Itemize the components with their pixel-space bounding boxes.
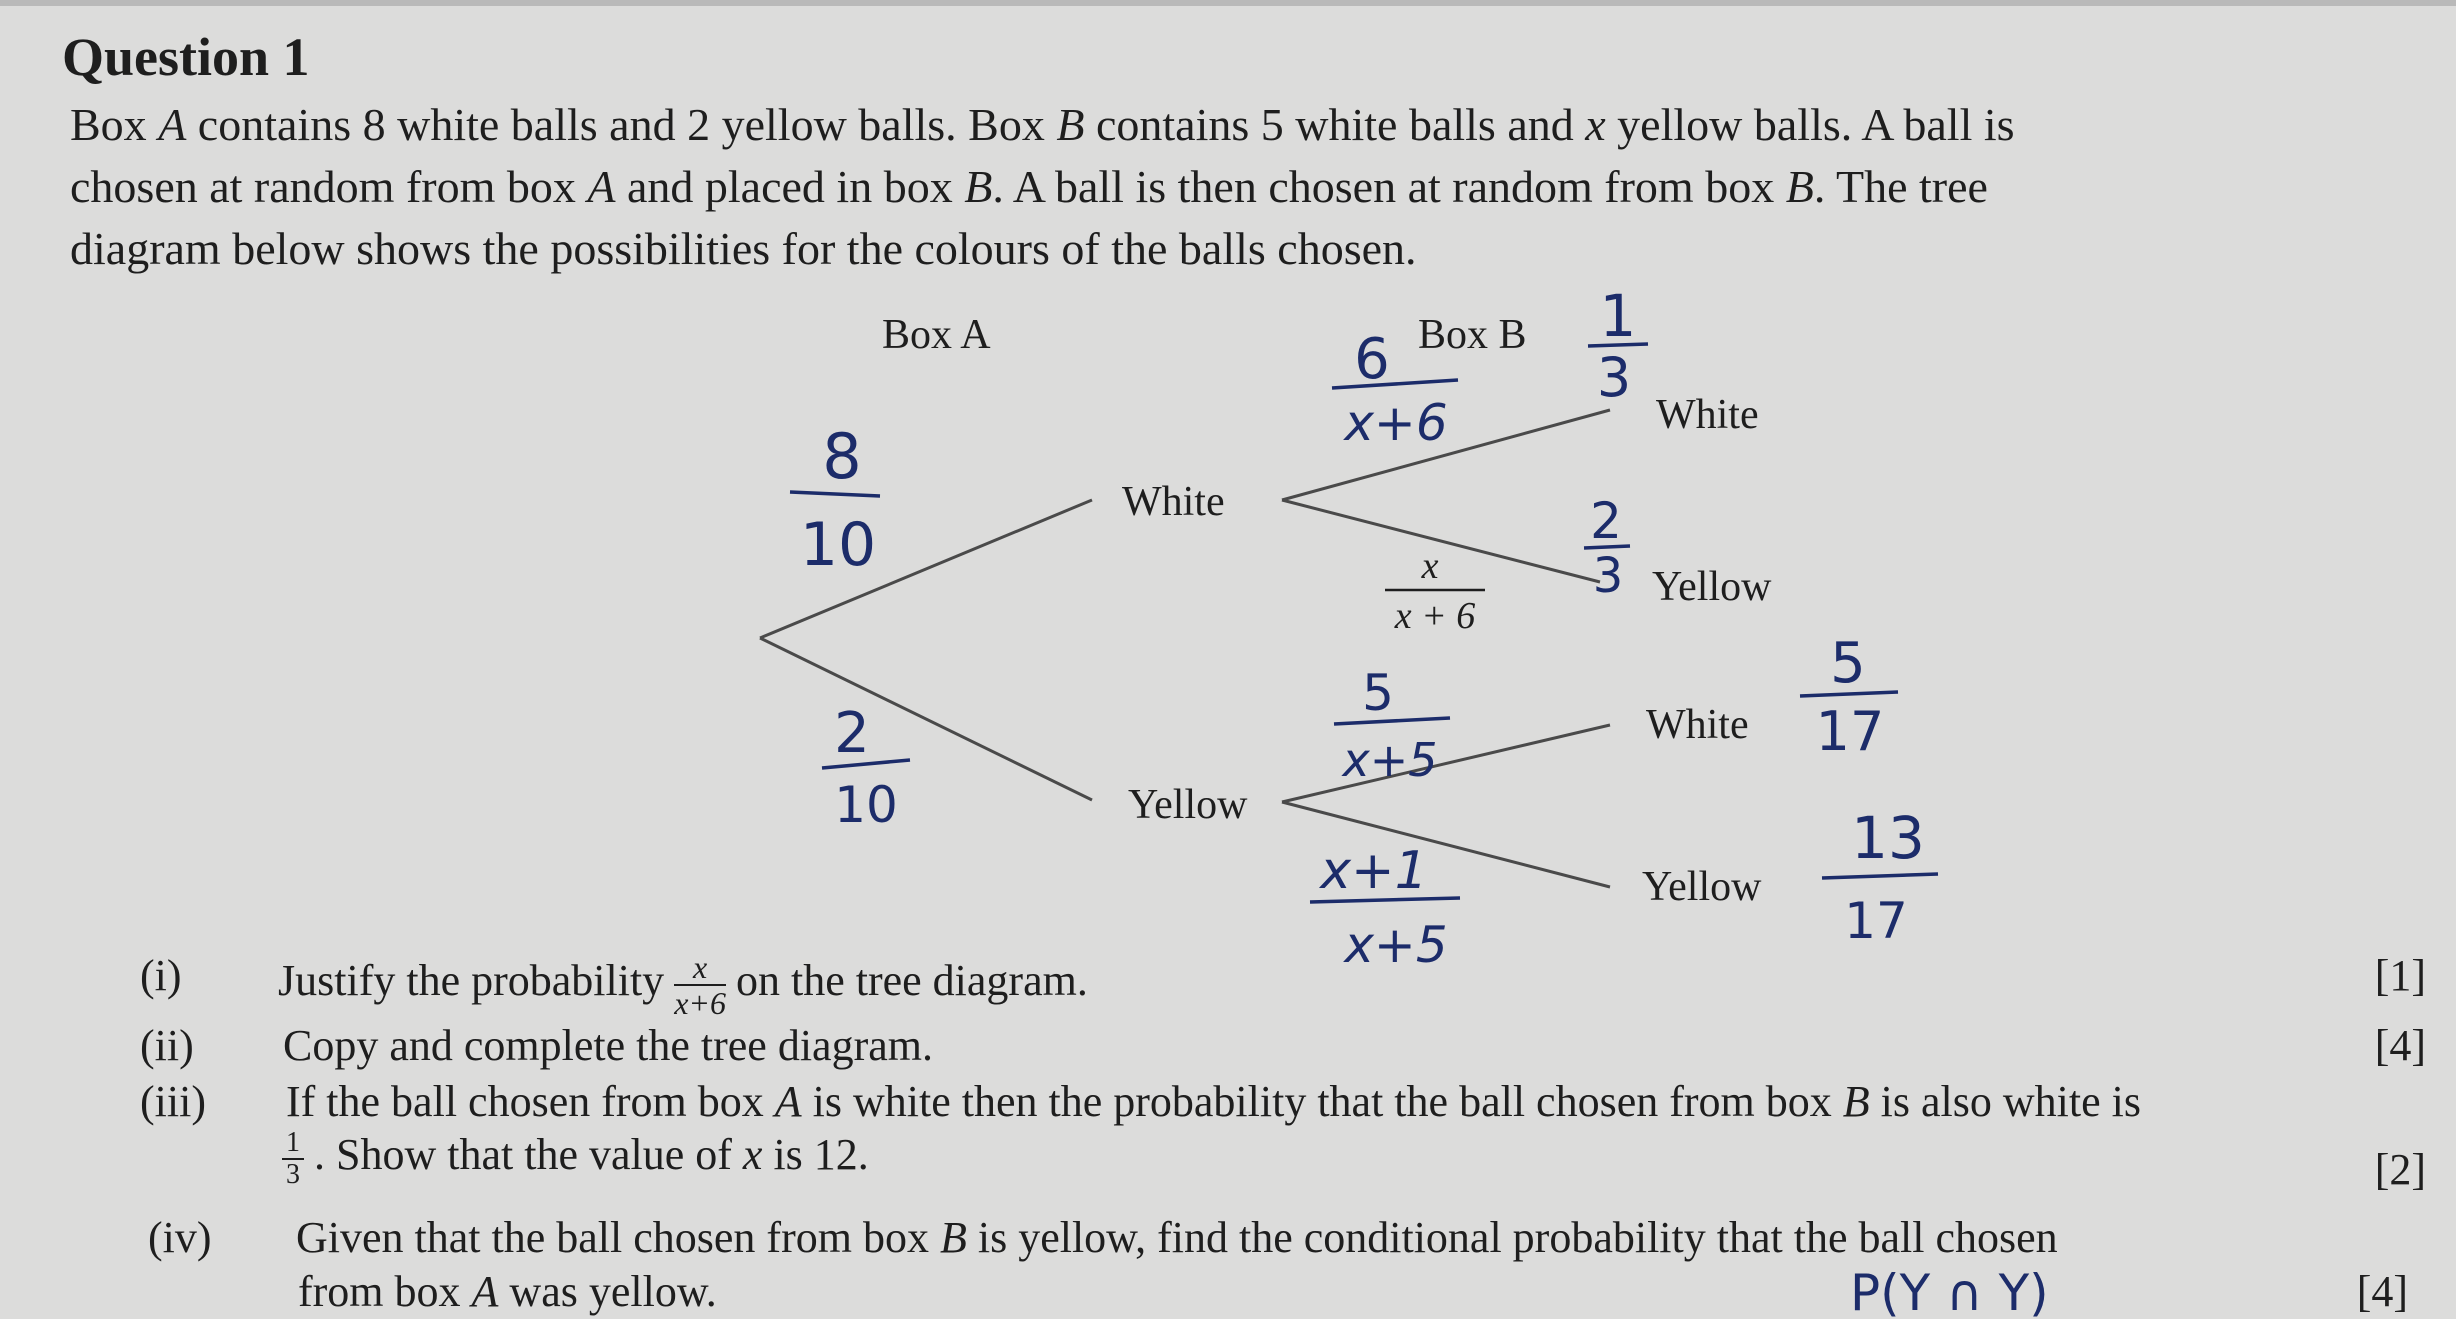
hw-bottom-note: P(Y ∩ Y) [1850,1264,2049,1319]
part-i-fraction: $\frac{x}{x+6}$ [674,949,726,1021]
part-i-number: (i) [140,951,182,1000]
hw-a-yellow-den: 10 [834,776,898,834]
part-iii-text-line1: If the ball chosen from box A is white then the probability that the ball chosen from box B is also white is [286,1077,2141,1126]
printed-prob-denominator: x + 6 [1394,595,1476,637]
question-title: Question 1 [62,27,310,87]
part-ii-number: (ii) [140,1021,194,1070]
node-by-white-label: White [1646,702,1749,748]
part-iv-number: (iv) [148,1213,212,1262]
part-iii-fraction: $\frac{1}{3}$ [282,1128,304,1190]
hw-by-yellow-val-bar [1822,874,1938,878]
hw-bw-white-val-num: 1 [1599,282,1637,350]
stem-line-2: chosen at random from box A and placed in box B. A ball is then chosen at random from box B. The tree [70,161,1988,212]
part-iii-marks: [2] [2374,1145,2426,1194]
hw-a-yellow-num: 2 [834,701,870,766]
hw-by-white-val-den: 17 [1815,700,1885,763]
part-i-text: Justify the probability $\frac{x}{x+6}$ on the tree diagram. [278,949,1088,1021]
hw-by-white-num: 5 [1362,664,1394,722]
hw-by-yellow-val-den: 17 [1844,892,1908,950]
part-iv-text-line2: from box A was yellow. [298,1267,717,1316]
stem-line-1: Box A contains 8 white balls and 2 yellow balls. Box B contains 5 white balls and x yellow balls. A ball is [70,99,2015,150]
hw-by-yellow-den: x+5 [1344,916,1448,974]
part-i-marks: [1] [2374,951,2426,1000]
hw-bw-yellow-val-den: 3 [1592,548,1624,604]
hw-bw-yellow-val-num: 2 [1590,492,1622,550]
hw-a-white-den: 10 [799,510,877,580]
part-iii-text-line2: $\frac{1}{3}$ . Show that the value of x is 12. [282,1128,869,1190]
hw-bw-white-num: 6 [1354,327,1390,392]
hw-bw-white-val-den: 3 [1596,346,1632,409]
hw-by-white-den: x+5 [1342,733,1438,787]
box-a-label: Box A [882,312,991,358]
hw-by-white-val-num: 5 [1830,631,1866,696]
part-ii-text: Copy and complete the tree diagram. [283,1021,933,1070]
node-a-white-label: White [1122,479,1225,525]
printed-prob-numerator: x [1421,545,1439,587]
part-iii-number: (iii) [140,1077,206,1126]
node-a-yellow-label: Yellow [1128,782,1248,828]
stem-line-3: diagram below shows the possibilities for the colours of the balls chosen. [70,223,1417,274]
hw-a-white-bar [790,492,880,496]
node-by-yellow-label: Yellow [1642,864,1762,910]
node-bw-yellow-label: Yellow [1652,564,1772,610]
part-ii-marks: [4] [2374,1021,2426,1070]
hw-bw-white-bar [1332,380,1458,388]
branch-a-yellow [760,638,1092,800]
hw-by-yellow-val-num: 13 [1851,804,1925,872]
hw-by-white-val-bar [1800,692,1898,696]
branch-bw-yellow [1282,500,1600,582]
part-iv-marks: [4] [2356,1267,2408,1316]
part-iv-text-line1: Given that the ball chosen from box B is yellow, find the conditional probability that the ball chosen [296,1213,2058,1262]
hw-a-white-num: 8 [822,420,862,493]
hw-bw-white-den: x+6 [1344,394,1448,452]
branch-by-white [1282,725,1610,802]
node-bw-white-label: White [1656,392,1759,438]
box-b-label: Box B [1418,312,1527,358]
hw-by-yellow-num: x+1 [1320,841,1428,901]
